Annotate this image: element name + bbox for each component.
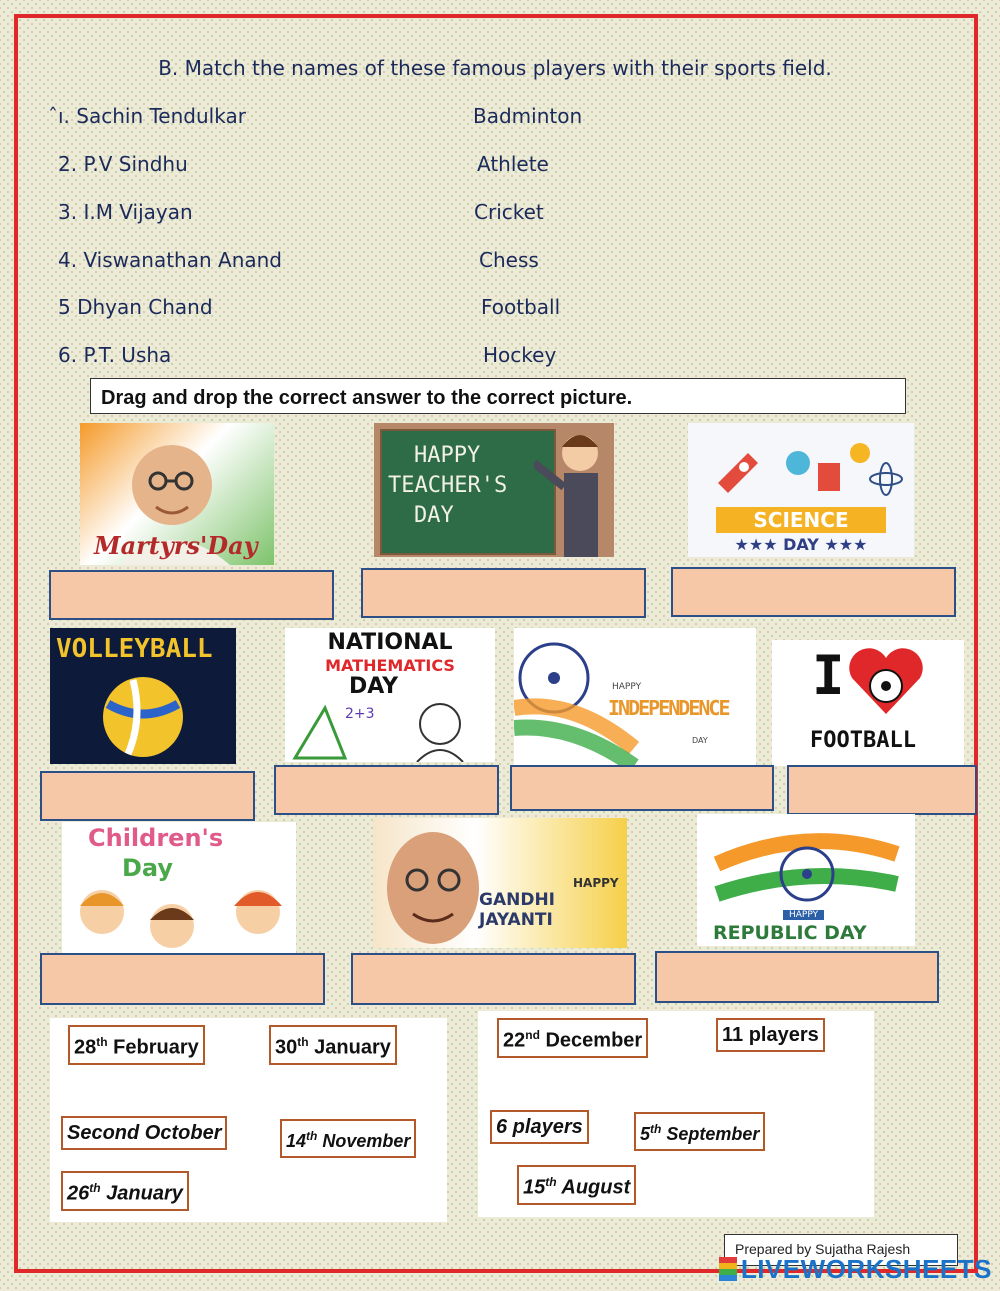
chip-text: January	[308, 1036, 391, 1059]
page-heading: B. Match the names of these famous players with their sports field.	[158, 56, 832, 80]
teachers-day-line2: TEACHER'S	[388, 473, 508, 498]
math-day-line2: MATHEMATICS	[325, 656, 455, 675]
math-day-line3: DAY	[349, 674, 399, 699]
drop-box-teachers-day[interactable]	[361, 568, 646, 618]
drop-box-mathematics-day[interactable]	[274, 765, 499, 815]
science-day-label: SCIENCE	[716, 507, 886, 533]
answer-chip-11-players[interactable]	[716, 1018, 825, 1052]
watermark-text: LIVEWORKSHEETS	[740, 1254, 992, 1284]
answer-chip-6-players[interactable]	[490, 1110, 589, 1144]
sport-1: Badminton	[473, 104, 583, 128]
sport-3: Cricket	[474, 200, 544, 224]
gandhi-jayanti-picture	[373, 818, 627, 948]
independence-happy: HAPPY	[612, 682, 642, 692]
chip-text: February	[107, 1036, 199, 1059]
gandhi-jayanti-happy: HAPPY	[573, 876, 619, 890]
chip-number: 28	[74, 1036, 97, 1059]
childrens-day-picture	[62, 822, 296, 954]
chip-number: 14	[286, 1131, 307, 1151]
gandhi-jayanti-label: GANDHI JAYANTI	[479, 890, 556, 930]
player-2: 2. P.V Sindhu	[58, 152, 188, 176]
sport-2: Athlete	[477, 152, 549, 176]
chip-text: December	[539, 1029, 643, 1052]
republic-day-picture	[697, 814, 915, 946]
answer-chip-30-january[interactable]	[269, 1025, 397, 1065]
player-4: 4. Viswanathan Anand	[58, 248, 282, 272]
math-sketch-icon	[285, 698, 495, 762]
children-icon	[62, 882, 296, 954]
football-label: FOOTBALL	[810, 728, 916, 753]
chip-suffix: th	[545, 1175, 557, 1189]
player-3: 3. I.M Vijayan	[58, 200, 193, 224]
answer-chip-22-december[interactable]	[497, 1018, 648, 1058]
science-day-picture	[688, 423, 914, 557]
drop-box-independence-day[interactable]	[510, 765, 774, 811]
math-formula: 2+3	[345, 706, 375, 722]
chip-text: January	[100, 1182, 183, 1205]
sport-5: Football	[481, 295, 561, 319]
chip-text: 11 players	[722, 1024, 819, 1046]
chip-number: 30	[275, 1036, 298, 1059]
credit-box: Prepared by Sujatha Rajesh	[724, 1234, 958, 1266]
chip-suffix: nd	[525, 1028, 540, 1042]
volleyball-label: VOLLEYBALL	[56, 634, 213, 664]
sport-4: Chess	[479, 248, 539, 272]
chip-suffix: th	[96, 1035, 108, 1049]
childrens-day-line1: Children's	[88, 824, 224, 852]
football-i-letter: I	[812, 644, 845, 707]
chip-text: August	[556, 1176, 631, 1199]
volleyball-picture	[50, 628, 236, 764]
chip-number: 5	[640, 1124, 651, 1144]
independence-label: INDEPENDENCE	[608, 696, 729, 720]
teacher-figure-icon	[534, 423, 614, 557]
heart-football-icon	[846, 646, 926, 716]
drop-box-republic-day[interactable]	[655, 951, 939, 1003]
childrens-day-line2: Day	[122, 854, 174, 882]
chip-suffix: th	[306, 1129, 318, 1143]
teachers-day-picture	[374, 423, 614, 557]
drop-box-football[interactable]	[787, 765, 977, 815]
drop-box-volleyball[interactable]	[40, 771, 255, 821]
answer-chip-26-january[interactable]	[61, 1171, 189, 1211]
drop-box-science-day[interactable]	[671, 567, 956, 617]
science-day-sublabel: ★★★ DAY ★★★	[734, 535, 868, 554]
gandhi-face-icon	[373, 818, 493, 948]
chip-text: 6 players	[496, 1116, 583, 1138]
drop-box-childrens-day[interactable]	[40, 953, 325, 1005]
teachers-day-line1: HAPPY	[414, 443, 481, 468]
player-6: 6. P.T. Usha	[58, 343, 172, 367]
answer-chip-5-september[interactable]	[634, 1112, 765, 1151]
player-5: 5 Dhyan Chand	[58, 295, 213, 319]
liveworksheets-watermark	[719, 1254, 992, 1285]
math-day-line1: NATIONAL	[327, 630, 453, 655]
martyrs-day-picture	[80, 423, 274, 565]
chip-number: 22	[503, 1029, 526, 1052]
teachers-day-line3: DAY	[414, 503, 454, 528]
answer-chip-second-october[interactable]	[61, 1116, 227, 1150]
football-picture	[772, 640, 964, 766]
player-1: ̂ı. Sachin Tendulkar	[58, 104, 246, 128]
instruction-box: Drag and drop the correct answer to the correct picture.	[90, 378, 906, 414]
chip-suffix: th	[89, 1181, 101, 1195]
chip-text: September	[661, 1124, 760, 1144]
republic-day-label: REPUBLIC DAY	[713, 922, 867, 944]
answer-chip-15-august[interactable]	[517, 1165, 636, 1205]
chip-suffix: th	[297, 1035, 309, 1049]
sport-6: Hockey	[483, 343, 557, 367]
chip-suffix: th	[650, 1122, 662, 1136]
chip-number: 15	[523, 1176, 546, 1199]
drop-box-martyrs-day[interactable]	[49, 570, 334, 620]
liveworksheets-logo-icon	[719, 1257, 737, 1281]
answer-chip-28-february[interactable]	[68, 1025, 205, 1065]
independence-day-word: DAY	[692, 736, 708, 745]
republic-day-happy: HAPPY	[783, 910, 824, 920]
volleyball-ball-icon	[98, 674, 188, 760]
answer-chip-14-november[interactable]	[280, 1119, 416, 1158]
drop-box-gandhi-jayanti[interactable]	[351, 953, 636, 1005]
independence-day-picture	[514, 628, 756, 766]
chip-text: November	[317, 1131, 411, 1151]
chip-number: 26	[67, 1182, 90, 1205]
martyrs-day-label: Martyrs'Day	[94, 531, 258, 560]
mathematics-day-picture	[285, 628, 495, 762]
chip-text: Second October	[67, 1122, 222, 1144]
